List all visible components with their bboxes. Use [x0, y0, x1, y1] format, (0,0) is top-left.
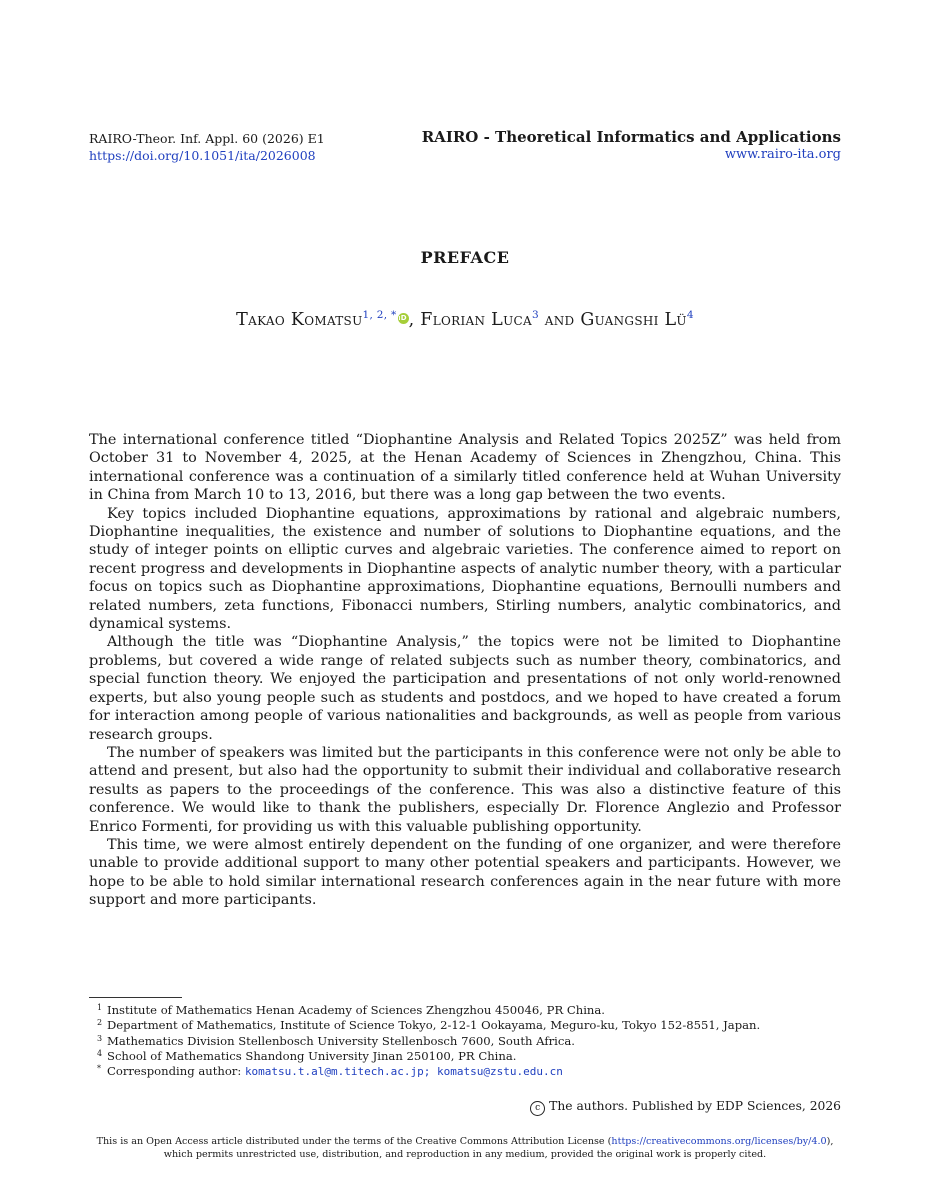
footnote-text: Corresponding author:: [107, 1064, 245, 1079]
email-links[interactable]: komatsu.t.al@m.titech.ac.jp; komatsu@zstu.edu.cn: [244, 1065, 563, 1079]
license-link[interactable]: https://creativecommons.org/licenses/by/4.0: [611, 1136, 827, 1147]
paragraph: This time, we were almost entirely dependent on the funding of one organizer, and were therefore unable to provide additional support to many other potential speakers and participants. However, we hope to be able to hold similar international research conferences again in the near future with more support and more participants.: [89, 836, 841, 909]
license-notice: [0, 1135, 930, 1161]
footnote-mark: 1: [97, 1003, 103, 1012]
footnote-text: Department of Mathematics, Institute of Science Tokyo, 2-12-1 Ookayama, Meguro-ku, Tokyo 152-8551, Japan.: [107, 1018, 761, 1033]
footnote-mark: 3: [97, 1033, 103, 1043]
corresponding-author-note: [97, 1064, 760, 1079]
author-name: Takao Komatsu: [236, 310, 363, 330]
footnote-text: Institute of Mathematics Henan Academy of Sciences Zhengzhou 450046, PR China.: [107, 1003, 605, 1017]
affiliation-marks[interactable]: 1, 2, *: [362, 309, 397, 321]
author-list: [0, 310, 930, 330]
footnote: [97, 1018, 761, 1033]
journal-name: RAIRO - Theoretical Informatics and Applications: [421, 128, 841, 146]
footnote: [97, 1033, 760, 1049]
footnote-text: Mathematics Division Stellenbosch University Stellenbosch 7600, South Africa.: [107, 1033, 575, 1048]
paragraph: The international conference titled “Diophantine Analysis and Related Topics 2025Z” was held from October 31 to November 4, 2025, at the Henan Academy of Sciences in Zhengzhou, China. This international conference was a continuation of a similarly titled conference held at Wuhan University in China from March 10 to 13, 2016, but there was a long gap between the two events.: [89, 432, 841, 504]
author-name: Guangshi Lü: [580, 310, 687, 330]
footnote-mark: *: [97, 1064, 101, 1074]
orcid-icon[interactable]: [398, 313, 409, 324]
citation-line: RAIRO-Theor. Inf. Appl. 60 (2026) E1: [89, 131, 325, 146]
author-separator: and: [538, 310, 581, 330]
affiliation-marks[interactable]: 4: [686, 309, 694, 321]
journal-site-link[interactable]: www.rairo-ita.org: [724, 147, 841, 162]
paper-title: PREFACE: [420, 248, 510, 267]
license-text: which permits unrestricted use, distribution, and reproduction in any medium, provided the original work is properly cited.: [163, 1149, 767, 1160]
article-body: [89, 431, 841, 910]
copyright-notice: [530, 1099, 841, 1116]
paragraph: Although the title was “Diophantine Analysis,” the topics were not be limited to Diophantine problems, but covered a wide range of related subjects such as number theory, combinatorics, and special function theory. We enjoyed the participation and presentations of not only world-renowned experts, but also young people such as students and postdocs, and we hoped to have created a forum for interaction among people of various nationalities and backgrounds, as well as people from various research groups.: [89, 634, 841, 743]
footnote-text: School of Mathematics Shandong University Jinan 250100, PR China.: [107, 1048, 517, 1063]
license-text: This is an Open Access article distributed under the terms of the Creative Commons Attribution License (: [96, 1136, 612, 1147]
footnote: [97, 1048, 760, 1064]
copyright-icon: c: [530, 1101, 545, 1116]
license-text: ),: [826, 1136, 834, 1147]
author-name: Florian Luca: [420, 310, 532, 330]
footnotes: [97, 1003, 761, 1079]
header-right: [422, 128, 841, 164]
affiliation-marks[interactable]: 3: [531, 309, 539, 321]
footnote-divider: [89, 997, 182, 998]
footnote: [97, 1003, 760, 1018]
paragraph: Key topics included Diophantine equations, approximations by rational and algebraic numbers, Diophantine inequalities, the existence and number of solutions to Diophantine equations, and the study of integer points on elliptic curves and algebraic varieties. The conference aimed to report on recent progress and developments in Diophantine aspects of analytic number theory, with a particular focus on topics such as Diophantine approximations, Diophantine equations, Bernoulli numbers and related numbers, zeta functions, Fibonacci numbers, Stirling numbers, analytic combinatorics, and dynamical systems.: [89, 505, 841, 633]
paragraph: The number of speakers was limited but the participants in this conference were not only be able to attend and present, but also had the opportunity to submit their individual and collaborative research results as papers to the proceedings of the conference. This was also a distinctive feature of this conference. We would like to thank the publishers, especially Dr. Florence Anglezio and Professor Enrico Formenti, for providing us with this valuable publishing opportunity.: [89, 744, 841, 835]
footnote-mark: 4: [97, 1048, 103, 1058]
author-separator: ,: [408, 310, 421, 330]
copyright-text: The authors. Published by EDP Sciences, 2026: [549, 1099, 841, 1113]
footnote-mark: 2: [97, 1018, 103, 1028]
doi-link[interactable]: https://doi.org/10.1051/ita/2026008: [89, 148, 316, 163]
header-left: [89, 130, 325, 164]
